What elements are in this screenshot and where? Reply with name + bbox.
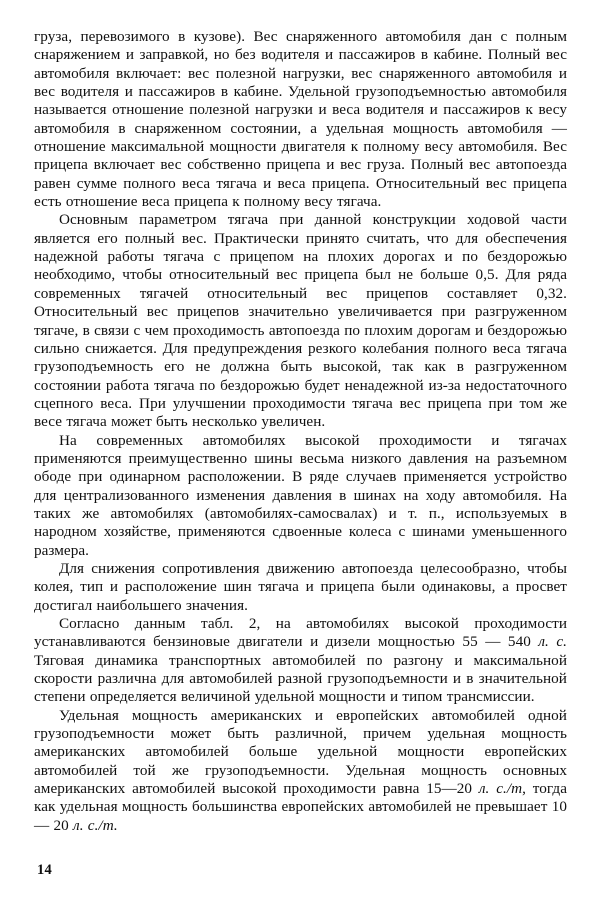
paragraph-1: груза, перевозимого в кузове). Вес снаряженного автомобиля дан с полным снаряжением и заправкой, но без водителя и пассажиров в кабине. Полный вес автомобиля включает: вес полезной нагрузки, вес снаряженного автомобиля и вес водителя и пассажиров в кабине. Удельной грузоподъемностью автомобиля называется отношение полезной нагрузки и веса водителя и пассажиров к весу автомобиля в снаряженном состоянии, а удельная мощность автомобиля — отношение максимальной мощности двигателя к полному весу автомобиля. Вес прицепа включает вес собственно прицепа и вес груза. Полный вес автопоезда равен сумме полного веса тягача и веса прицепа. Относительный вес прицепа есть отношение веса прицепа к полному весу тягача. (34, 28, 567, 211)
page-number: 14 (37, 862, 53, 878)
paragraph-3: На современных автомобилях высокой проходимости и тягачах применяются преимущественно шины весьма низкого давления на разъемном ободе при одинарном расположении. В ряде случаев применяется устройство для централизованного изменения давления в шинах на ходу автомобиля. На таких же автомобилях (автомобилях-самосвалах) и т. п., используемых в народном хозяйстве, применяются сдвоенные колеса с шинами уменьшенного размера. (34, 431, 567, 559)
unit-abbreviation: л. с./т (478, 780, 523, 798)
paragraph-6 (34, 707, 567, 835)
text-run: Тяговая динамика транспортных автомобилей по разгону и максимальной скорости различна для автомобилей разной грузоподъемности и в значительной степени определяется величиной удельной мощности и типом трансмиссии. (34, 651, 567, 706)
paragraph-5 (34, 615, 567, 707)
text-run: Удельная мощность американских и европейских автомобилей одной грузоподъемности может быть различной, причем удельная мощность американских автомобилей больше удельной мощности европейских автомобилей той же грузоподъемности. Удельная мощность основных американских автомобилей высокой проходимости равна 15—20 (34, 706, 567, 798)
body-text-column (34, 28, 567, 835)
paragraph-2: Основным параметром тягача при данной конструкции ходовой части является его полный вес. Практически принято считать, что для обеспечения надежной работы тягача с прицепом на плохих дорогах и по бездорожью необходимо, чтобы относительный вес прицепа был не больше 0,5. Для ряда современных тягачей относительный вес прицепов составляет 0,32. Относительный вес прицепов значительно увеличивается при разгруженном тягаче, в связи с чем проходимость автопоезда по плохим дорогам и бездорожью сильно снижается. Для предупреждения резкого колебания полного веса тягача грузоподъемность его не должна быть высокой, так как в разгруженном состоянии работа тягача по бездорожью будет ненадежной из-за недостаточного сцепного веса. При улучшении проходимости тягача вес прицепа при том же весе тягача может быть несколько увеличен. (34, 211, 567, 431)
text-run: Согласно данным табл. 2, на автомобилях высокой проходимости устанавливаются бензиновые двигатели и дизели мощностью 55 — 540 (34, 615, 567, 651)
paragraph-4: Для снижения сопротивления движению автопоезда целесообразно, чтобы колея, тип и расположение шин тягача и прицепа были одинаковы, а просвет достигал наибольшего значения. (34, 559, 567, 614)
unit-abbreviation: л. с./т. (73, 816, 118, 834)
unit-abbreviation: л. с. (538, 633, 568, 651)
text-run: , тогда как удельная мощность большинства европейских автомобилей не превышает 10 — 20 (34, 780, 567, 834)
